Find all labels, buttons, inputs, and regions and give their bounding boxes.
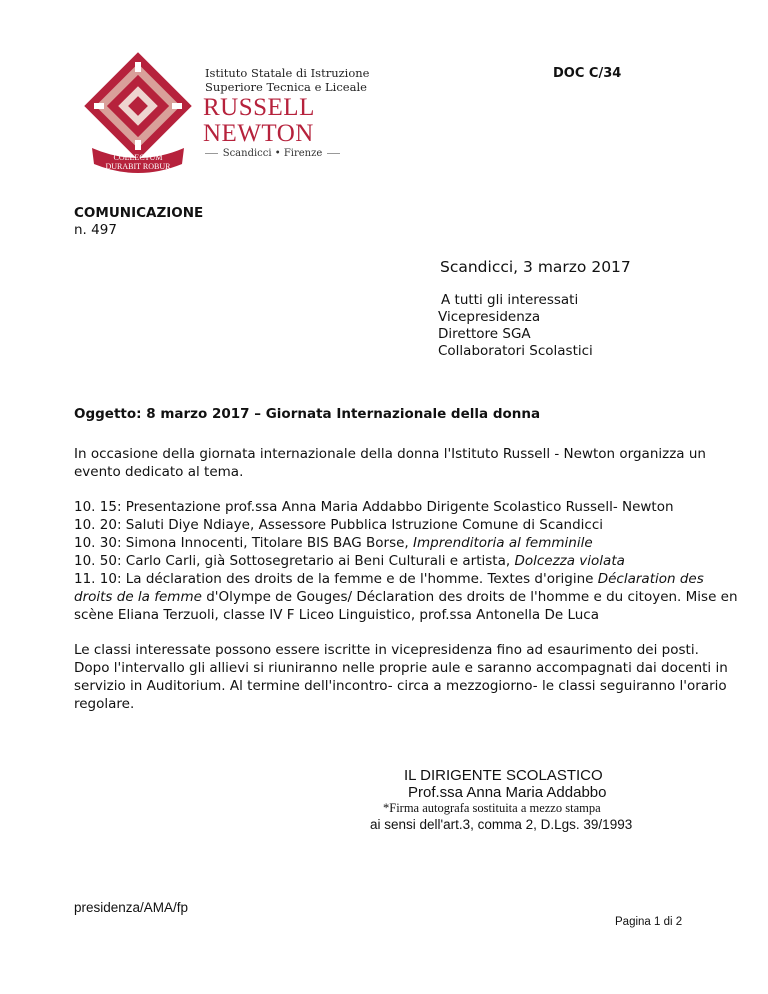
footer-reference: presidenza/AMA/fp <box>74 900 189 915</box>
recipient-item: A tutti gli interessati <box>441 292 579 308</box>
svg-text:DURABIT ROBUR: DURABIT ROBUR <box>105 162 171 171</box>
recipient-item: Direttore SGA <box>438 326 531 342</box>
closing-line: Le classi interessate possono essere iscritte in vicepresidenza fino ad esaurimento dei posti. <box>74 642 699 658</box>
program-item-title: Déclaration des <box>597 571 704 587</box>
communication-number: n. 497 <box>74 222 117 238</box>
program-item-continued: scène Eliana Terzuoli, classe IV F Liceo Linguistico, prof.ssa Antonella De Luca <box>74 607 599 623</box>
location-line <box>205 148 340 159</box>
program-item-continued <box>74 589 738 605</box>
document-date: Scandicci, 3 marzo 2017 <box>440 258 631 276</box>
location-text: Scandicci • Firenze <box>222 148 323 159</box>
program-item-text: 10. 30: Simona Innocenti, Titolare BIS BAG Borse, <box>74 535 414 551</box>
signature-role: IL DIRIGENTE SCOLASTICO <box>404 767 603 784</box>
logo-emblem-icon <box>78 48 208 178</box>
institute-name-line1: Istituto Statale di Istruzione <box>205 66 370 80</box>
program-item-text: 11. 10: La déclaration des droits de la femme e de l'homme. Textes d'origine <box>74 571 598 587</box>
brand-name-russell: RUSSELL <box>203 94 315 121</box>
intro-line: In occasione della giornata internazionale della donna l'Istituto Russell - Newton organizza un <box>74 446 706 462</box>
program-item-text: 10. 50: Carlo Carli, già Sottosegretario ai Beni Culturali e artista, <box>74 553 515 569</box>
program-item-text: d'Olympe de Gouges/ Déclaration des droits de l'homme e du citoyen. Mise en <box>201 589 738 605</box>
brand-name-newton: NEWTON <box>203 120 314 147</box>
signature-name: Prof.ssa Anna Maria Addabbo <box>408 784 607 801</box>
institute-name-line2: Superiore Tecnica e Liceale <box>205 80 367 94</box>
program-item <box>74 535 593 551</box>
closing-line: regolare. <box>74 696 135 712</box>
program-item: 10. 20: Saluti Diye Ndiaye, Assessore Pubblica Istruzione Comune di Scandicci <box>74 517 603 533</box>
recipient-item: Vicepresidenza <box>438 309 541 325</box>
subject-line: Oggetto: 8 marzo 2017 – Giornata Internazionale della donna <box>74 406 541 422</box>
signature-note: *Firma autografa sostituita a mezzo stampa <box>383 801 601 815</box>
program-item-title: Dolcezza violata <box>514 553 625 569</box>
communication-title: COMUNICAZIONE <box>74 205 204 221</box>
document-code: DOC C/34 <box>553 66 622 81</box>
intro-line: evento dedicato al tema. <box>74 464 244 480</box>
recipient-item: Collaboratori Scolastici <box>438 343 593 359</box>
program-item <box>74 571 704 587</box>
closing-line: servizio in Auditorium. Al termine dell'incontro- circa a mezzogiorno- le classi seguiranno l'orario <box>74 678 727 694</box>
program-item: 10. 15: Presentazione prof.ssa Anna Maria Addabbo Dirigente Scolastico Russell- Newton <box>74 499 674 515</box>
svg-text:COLLECTUM: COLLECTUM <box>113 153 163 162</box>
page-number: Pagina 1 di 2 <box>615 916 683 928</box>
signature-legal-ref: ai sensi dell'art.3, comma 2, D.Lgs. 39/1993 <box>370 817 633 832</box>
program-item-title: Imprenditoria al femminile <box>413 535 593 551</box>
program-item <box>74 553 625 569</box>
divider <box>327 153 340 154</box>
closing-line: Dopo l'intervallo gli allievi si riuniranno nelle proprie aule e saranno accompagnati dai docenti in <box>74 660 728 676</box>
divider <box>205 153 218 154</box>
program-item-title: droits de la femme <box>74 589 202 605</box>
